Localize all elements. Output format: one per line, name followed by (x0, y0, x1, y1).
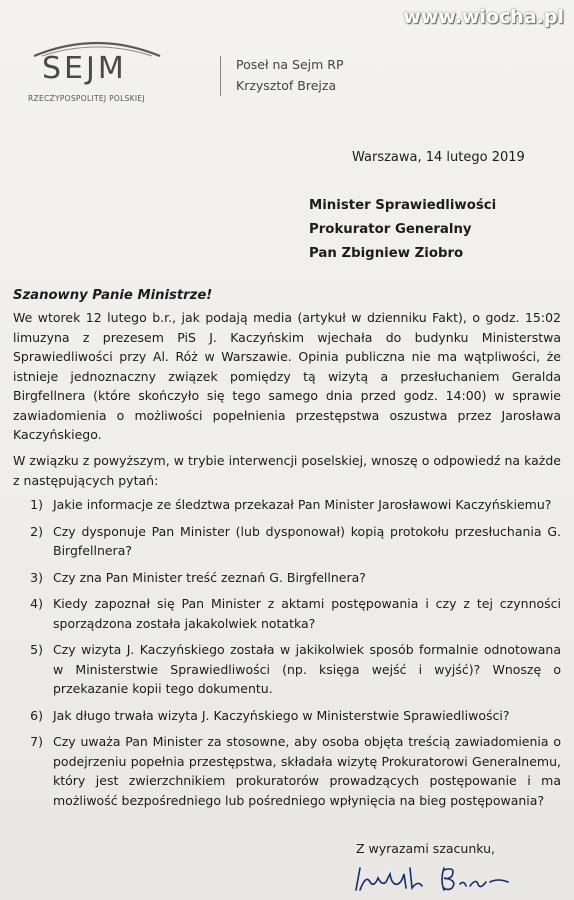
questions-list (13, 495, 561, 817)
sender-block (236, 54, 344, 96)
question-text: Kiedy zapoznał się Pan Minister z aktami postępowania i czy z tej czynności sporządzona została jakakolwiek notatka? (53, 596, 561, 631)
list-item (13, 568, 561, 588)
question-text: Jakie informacje ze śledztwa przekazał Pan Minister Jarosławowi Kaczyńskiemu? (53, 497, 552, 512)
question-number: 2) (30, 523, 43, 539)
sejm-logo (22, 36, 182, 116)
letter-date: Warszawa, 14 lutego 2019 (352, 150, 525, 165)
question-text: Czy wizyta J. Kaczyńskiego została w jakikolwiek sposób formalnie odnotowana w Ministerstwie Sprawiedliwości (np. księga wejść i wyjść)? Wnoszę o przekazanie kopii tego dokumentu. (53, 642, 561, 696)
watermark: www.wiocha.pl (403, 6, 564, 28)
question-number: 5) (30, 642, 43, 657)
paragraph-1: We wtorek 12 lutego b.r., jak podają media (artykuł w dzienniku Fakt), o godz. 15:02 limuzyna z prezesem PiS J. Kaczyńskim wjechała do budynku Ministerstwa Sprawiedliwości przy Al. Róż w Warszawie. Opinia publiczna nie ma wątpliwości, że istnieje jednoznaczny związek pomiędzy tą wizytą a przesłuchaniem Geralda Birgfellnera (które skończyło się tego samego dnia przed godz. 14:00) w sprawie zawiadomienia o możliwości popełnienia przestępstwa oszustwa przez Jarosława Kaczyńskiego. (13, 310, 561, 442)
signature-icon (348, 860, 528, 896)
header-divider (220, 56, 221, 96)
closing: Z wyrazami szacunku, (356, 841, 496, 856)
sender-title: Poseł na Sejm RP (236, 57, 344, 72)
question-number: 4) (30, 596, 43, 611)
recipient-line-3: Pan Zbigniew Ziobro (309, 246, 464, 261)
question-number: 6) (30, 707, 43, 723)
list-item (13, 640, 561, 699)
list-item (13, 522, 561, 561)
greeting: Szanowny Panie Ministrze! (13, 288, 213, 303)
question-text: Czy zna Pan Minister treść zeznań G. Birgfellnera? (53, 569, 366, 585)
question-text: Jak długo trwała wizyta J. Kaczyńskiego w Ministerstwie Sprawiedliwości? (53, 707, 510, 723)
list-item (13, 594, 561, 633)
logo-subtitle: RZECZYPOSPOLITEJ POLSKIEJ (28, 94, 145, 103)
question-text: Czy dysponuje Pan Minister (lub dysponował) kopią protokołu przesłuchania G. Birgfellnera? (53, 523, 561, 558)
list-item (13, 706, 561, 726)
question-number: 7) (30, 734, 43, 749)
recipient-line-2: Prokurator Generalny (309, 222, 472, 237)
question-text: Czy uważa Pan Minister za stosowne, aby osoba objęta treścią zawiadomienia o podejrzeniu popełnia przestępstwa, składała wizytę Prokuratorowi Generalnemu, który jest zwierzchnikiem prokuratorów prowadzących postępowanie i ma możliwość bezpośredniego lub pośredniego wpłynięcia na bieg postępowania? (53, 734, 561, 808)
logo-word: SEJM (42, 51, 127, 86)
sender-name: Krzysztof Brejza (236, 78, 337, 93)
list-item (13, 495, 561, 515)
paragraph-2: W związku z powyższym, w trybie interwencji poselskiej, wnoszę o odpowiedź na każde z następujących pytań: (13, 453, 561, 488)
list-item (13, 732, 561, 810)
recipient-block (309, 194, 496, 266)
recipient-line-1: Minister Sprawiedliwości (309, 198, 497, 213)
question-number: 1) (30, 497, 43, 512)
question-number: 3) (30, 569, 43, 585)
